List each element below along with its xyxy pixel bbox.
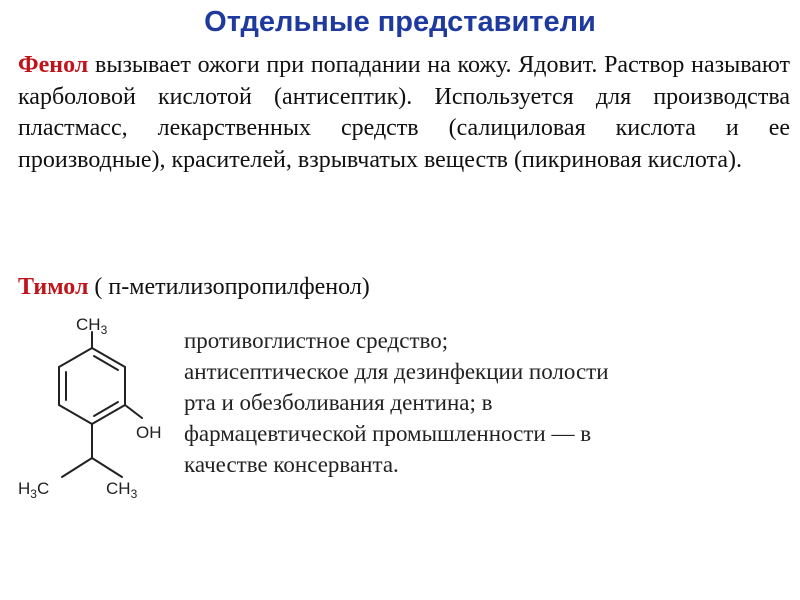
phenol-term: Фенол <box>18 52 89 78</box>
thymol-use-line: антисептическое для дезинфекции полости <box>184 359 609 384</box>
ring-bond-4 <box>59 405 92 424</box>
thymol-subtitle: ( п-метилизопропилфенол) <box>88 274 370 300</box>
ring-bond-6 <box>59 348 92 367</box>
ring-double-bond-2 <box>94 402 118 416</box>
thymol-structure-diagram <box>10 310 180 510</box>
phenol-paragraph <box>18 50 790 176</box>
thymol-heading <box>18 274 790 301</box>
thymol-term: Тимол <box>18 274 89 300</box>
thymol-uses <box>184 325 784 480</box>
isopropyl-left-bond <box>62 458 92 477</box>
oh-label: OH <box>136 423 162 442</box>
thymol-use-line: противоглистное средство; <box>184 328 449 353</box>
thymol-use-line: качестве консерванта. <box>184 452 399 477</box>
hydroxyl-bond <box>125 405 142 418</box>
h3c-left-label: $H_3C$ <box>18 479 50 501</box>
ring-double-bond-1 <box>94 356 118 370</box>
thymol-use-line: фармацевтической промышленности — в <box>184 421 592 446</box>
ch3-right-label: $CH_3$ <box>106 479 138 501</box>
page-title: Отдельные представители <box>204 6 596 38</box>
isopropyl-right-bond <box>92 458 122 477</box>
ch3-top-label: $CH_3$ <box>76 315 108 337</box>
thymol-use-line: рта и обезболивания дентина; в <box>184 390 493 415</box>
phenol-description: вызывает ожоги при попадании на кожу. Ядовит. Раствор называют карболовой кислотой (антисептик). Используется для производства пластмасс, лекарственных средств (салициловая кислота и ее производные), красителей, взрывчатых веществ (пикриновая кислота). <box>18 52 790 173</box>
